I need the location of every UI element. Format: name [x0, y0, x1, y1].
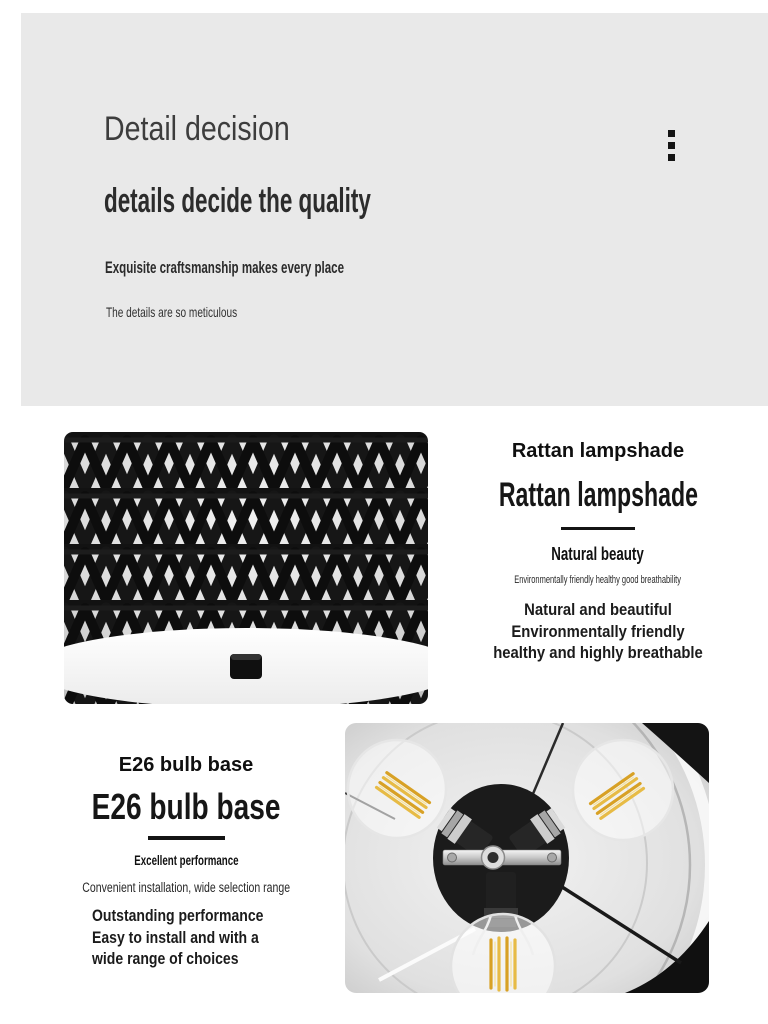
bulb-subtext: [34, 880, 338, 895]
bulb-heading: [34, 755, 338, 776]
bulb-title-text: E26 bulb base: [91, 786, 281, 827]
rattan-title: [442, 478, 754, 514]
hero-panel: [21, 13, 768, 406]
rattan-tagline-text: Natural beauty: [551, 544, 645, 564]
bulb-tagline: [34, 853, 338, 868]
bulb-title: [34, 788, 338, 826]
bulb-desc-line: wide range of choices: [92, 950, 239, 968]
rattan-weave-illustration: [64, 432, 428, 704]
hero-note: [106, 304, 288, 320]
rattan-description: [442, 600, 754, 665]
hero-subtitle-text: details decide the quality: [104, 182, 371, 220]
bulb-base-photo: [345, 723, 709, 993]
rattan-desc-line: Natural and beautiful: [524, 601, 672, 619]
hero-tagline: [105, 258, 457, 278]
rattan-title-text: Rattan lampshade: [498, 476, 698, 514]
rattan-lampshade-photo: [64, 432, 428, 704]
ellipsis-dot: [668, 142, 675, 149]
bulb-heading-text: E26 bulb base: [118, 754, 254, 776]
rattan-subtext-text: Environmentally friendly healthy good breathability: [514, 574, 682, 586]
rattan-heading-text: Rattan lampshade: [511, 440, 685, 462]
divider-line: [148, 836, 225, 840]
bulb-section-text: [34, 755, 338, 975]
vertical-ellipsis-icon[interactable]: [668, 130, 678, 166]
bulb-tagline-text: Excellent performance: [133, 853, 239, 868]
bulb-description: [34, 906, 338, 971]
ellipsis-dot: [668, 130, 675, 137]
divider-line: [561, 527, 635, 530]
rattan-section-text: [442, 441, 754, 676]
rattan-tagline: [442, 544, 754, 565]
page-title: [104, 111, 325, 148]
rattan-desc-line: healthy and highly breathable: [493, 644, 703, 662]
rattan-desc-line: Environmentally friendly: [511, 622, 685, 641]
hero-note-text: The details are so meticulous: [106, 304, 238, 320]
bulb-subtext-text: Convenient installation, wide selection range: [82, 880, 290, 895]
hero-tagline-text: Exquisite craftsmanship makes every place: [105, 258, 345, 277]
rattan-subtext: [442, 574, 754, 586]
ellipsis-dot: [668, 154, 675, 161]
page-title-text: Detail decision: [104, 110, 290, 148]
hero-subtitle: [104, 183, 508, 220]
rattan-heading: [442, 441, 754, 462]
bulb-base-illustration: [345, 723, 709, 993]
bulb-desc-line: Outstanding performance: [92, 907, 264, 925]
bulb-desc-line: Easy to install and with a: [92, 928, 259, 947]
